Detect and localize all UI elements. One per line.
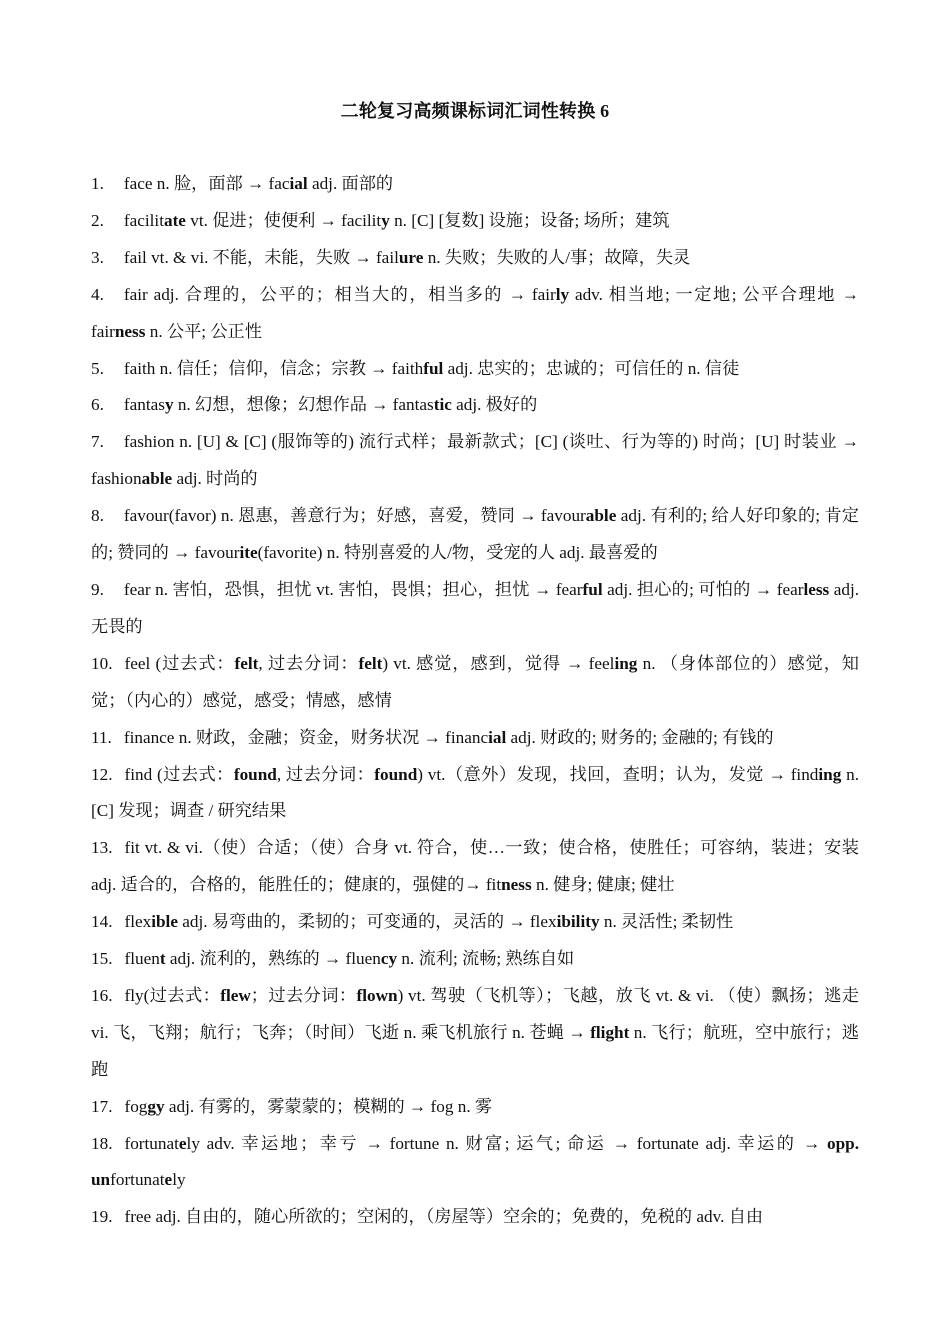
bold-suffix: ing	[818, 764, 842, 784]
text-segment: adj. 忠实的；忠诚的；可信任的 n. 信徒	[443, 358, 740, 378]
entry-number: 9.	[91, 579, 104, 599]
bold-suffix: able	[141, 469, 173, 489]
text-segment: n. [C] 发现；调查 / 研究结果	[91, 764, 859, 821]
text-segment: adj. 财政的; 财务的; 金融的; 有钱的	[506, 727, 774, 747]
text-segment: adj. 流利的，熟练的 → fluen	[165, 949, 381, 969]
text-segment: n. （身体部位的）感觉，知觉；（内心的）感觉，感受；情感，感情	[91, 653, 859, 710]
text-segment: n. 幻想，想像；幻想作品 → fantas	[173, 395, 434, 415]
text-segment: , 过去分词：	[258, 653, 359, 673]
vocab-entry	[91, 203, 859, 240]
text-segment: adj. 面部的	[307, 174, 394, 193]
entry-number: 12.	[91, 764, 113, 784]
vocab-entry	[91, 757, 859, 831]
entry-number: 17.	[91, 1096, 113, 1116]
entry-text	[91, 654, 859, 710]
vocab-entry	[91, 720, 859, 757]
entry-text	[124, 912, 733, 931]
text-segment: (favorite) n. 特别喜爱的人/物，受宠的人 adj. 最喜爱的	[257, 543, 658, 563]
entry-number: 11.	[91, 727, 112, 747]
vocab-entry	[91, 387, 859, 424]
entry-text	[124, 1207, 763, 1226]
text-segment: ) vt. 驾驶（飞机等）；飞越，放飞 vt. & vi. （使）飘扬；逃走 vi. 飞，飞翔；航行；飞奔；（时间）飞逝 n. 乘飞机旅行 n. 苍蝇 →	[91, 985, 859, 1042]
entry-number: 14.	[91, 912, 113, 932]
text-segment: find (过去式：	[124, 764, 234, 784]
bold-suffix: e	[178, 1133, 187, 1153]
bold-suffix: e	[164, 1170, 173, 1190]
bold-suffix: less	[803, 579, 830, 599]
entry-number: 19.	[91, 1207, 113, 1227]
entry-text	[124, 728, 774, 747]
text-segment: vt. 促进；使便利 → facilit	[185, 210, 382, 230]
bold-suffix: felt	[234, 653, 259, 673]
text-segment: facilit	[123, 210, 164, 230]
bold-suffix: found	[233, 764, 277, 784]
text-segment: fail vt. & vi. 不能，未能，失败 → fail	[123, 247, 399, 267]
bold-suffix: y	[381, 210, 390, 230]
vocab-entry	[91, 1126, 859, 1200]
entry-number: 10.	[91, 653, 113, 673]
text-segment: ；过去分词：	[250, 985, 357, 1005]
text-segment: fair adj. 合理的，公平的；相当大的，相当多的 → fair	[123, 284, 556, 304]
text-segment: ly adv. 幸运地；幸亏 → fortune n. 财富; 运气; 命运 → fortunate adj. 幸运的 →	[186, 1133, 827, 1153]
text-segment: feel (过去式：	[124, 653, 235, 673]
text-segment: favour(favor) n. 恩惠，善意行为；好感，喜爱，赞同 → favour	[123, 506, 586, 526]
entry-number: 6.	[91, 395, 104, 415]
vocab-entry	[91, 1199, 859, 1236]
entry-number: 1.	[91, 174, 104, 193]
bold-suffix: ible	[151, 912, 178, 932]
text-segment: fortunat	[124, 1133, 179, 1153]
bold-suffix: ful	[582, 579, 603, 599]
entry-text	[91, 1134, 859, 1190]
bold-suffix: ness	[501, 875, 532, 895]
page-title: 二轮复习高频课标词汇词性转换 6	[340, 101, 610, 121]
bold-suffix: gy	[147, 1096, 165, 1116]
text-segment: n. 流利; 流畅; 熟练自如	[397, 949, 575, 969]
text-segment: ly	[172, 1170, 186, 1190]
text-segment: finance n. 财政，金融；资金，财务状况 → financ	[123, 727, 489, 747]
entry-number: 13.	[91, 838, 113, 858]
bold-suffix: t	[159, 949, 166, 969]
vocab-entry	[91, 978, 859, 1089]
text-segment: faith n. 信任；信仰，信念；宗教 → faith	[123, 358, 424, 378]
vocab-entry	[91, 941, 859, 978]
text-segment: flex	[124, 912, 152, 932]
entry-text	[124, 174, 393, 193]
entry-number: 2.	[91, 210, 104, 230]
vocab-entry	[91, 498, 859, 572]
text-segment: , 过去分词：	[276, 764, 375, 784]
entry-text	[124, 359, 739, 378]
bold-suffix: ure	[398, 247, 424, 267]
text-segment: fly(过去式：	[124, 985, 221, 1005]
vocabulary-list	[91, 166, 859, 1236]
entry-text	[91, 506, 859, 562]
text-segment: adj. 有雾的，雾蒙蒙的；模糊的 → fog n. 雾	[164, 1096, 493, 1116]
text-segment: adj. 易弯曲的，柔韧的；可变通的，灵活的 → flex	[177, 912, 557, 932]
bold-suffix: ful	[423, 358, 444, 378]
entry-text	[91, 765, 859, 821]
bold-suffix: opp. un	[91, 1133, 859, 1190]
entry-text	[91, 285, 859, 341]
text-segment: fluen	[124, 949, 160, 969]
bold-suffix: ness	[114, 321, 146, 341]
bold-suffix: able	[585, 506, 617, 526]
entry-text	[91, 432, 859, 488]
bold-suffix: felt	[358, 653, 383, 673]
text-segment: fashion n. [U] & [C] (服饰等的) 流行式样；最新款式；[C] (谈吐、行为等的) 时尚；[U] 时装业 → fashion	[91, 432, 859, 489]
vocab-entry	[91, 904, 859, 941]
bold-suffix: flight	[590, 1022, 630, 1042]
entry-text	[91, 838, 859, 894]
bold-suffix: ibility	[556, 912, 600, 932]
entry-number: 7.	[91, 432, 104, 452]
text-segment: face n. 脸，面部 → fac	[123, 174, 290, 193]
vocab-entry	[91, 277, 859, 351]
vocab-entry	[91, 166, 859, 203]
entry-number: 8.	[91, 506, 104, 526]
bold-suffix: ial	[289, 174, 308, 193]
text-segment: fantas	[123, 395, 165, 415]
entry-text	[91, 986, 859, 1079]
text-segment: n. 灵活性; 柔韧性	[599, 912, 734, 932]
entry-text	[124, 248, 690, 267]
text-segment: fear n. 害怕，恐惧，担忧 vt. 害怕，畏惧；担心，担忧 → fear	[123, 579, 583, 599]
bold-suffix: ly	[555, 284, 570, 304]
entry-text	[124, 1097, 492, 1116]
text-segment: adv. 相当地; 一定地; 公平合理地 → fair	[91, 284, 859, 341]
entry-number: 4.	[91, 284, 104, 304]
text-segment: fortunat	[110, 1170, 165, 1190]
text-segment: n. 健身; 健康; 健壮	[531, 875, 675, 895]
vocab-entry	[91, 424, 859, 498]
entry-number: 15.	[91, 949, 113, 969]
entry-number: 18.	[91, 1133, 113, 1153]
entry-number: 3.	[91, 247, 104, 267]
text-segment: adj. 担心的; 可怕的 → fear	[602, 579, 804, 599]
entry-text	[124, 949, 574, 968]
vocab-entry	[91, 240, 859, 277]
bold-suffix: tic	[433, 395, 452, 415]
entry-text	[91, 580, 859, 636]
vocab-entry	[91, 1089, 859, 1126]
bold-suffix: found	[374, 764, 418, 784]
text-segment: n. 失败；失败的人/事；故障，失灵	[423, 247, 691, 267]
bold-suffix: cy	[380, 949, 398, 969]
bold-suffix: ite	[239, 543, 258, 563]
text-segment: free adj. 自由的，随心所欲的；空闲的，（房屋等）空余的；免费的，免税的 adv. 自由	[124, 1207, 764, 1227]
text-segment: fit vt. & vi.（使）合适；（使）合身 vt. 符合，使…一致；使合格，使胜任；可容纳，装进；安装 adj. 适合的，合格的，能胜任的；健康的，强健的→ fit	[91, 838, 859, 895]
bold-suffix: y	[164, 395, 174, 415]
text-segment: n. [C] [复数] 设施；设备; 场所；建筑	[389, 210, 670, 230]
bold-suffix: ial	[488, 727, 507, 747]
text-segment: fog	[124, 1096, 148, 1116]
vocab-entry	[91, 351, 859, 388]
text-segment: adj. 无畏的	[91, 579, 860, 636]
text-segment: ) vt.（意外）发现，找回，查明；认为，发觉 → find	[417, 764, 819, 784]
entry-text	[124, 211, 670, 230]
text-segment: n. 飞行；航班，空中旅行；逃跑	[91, 1022, 859, 1079]
entry-text	[124, 395, 537, 414]
bold-suffix: ing	[614, 653, 638, 673]
vocab-entry	[91, 646, 859, 720]
text-segment: adj. 极好的	[451, 395, 538, 415]
entry-number: 16.	[91, 985, 113, 1005]
vocab-entry	[91, 830, 859, 904]
bold-suffix: ate	[163, 210, 186, 230]
text-segment: n. 公平; 公正性	[145, 321, 262, 341]
text-segment: ) vt. 感觉，感到，觉得 → feel	[382, 653, 615, 673]
bold-suffix: flown	[356, 985, 398, 1005]
text-segment: adj. 时尚的	[172, 469, 258, 489]
entry-number: 5.	[91, 358, 104, 378]
bold-suffix: flew	[220, 985, 251, 1005]
text-segment: adj. 有利的; 给人好印象的; 肯定的; 赞同的 → favour	[91, 506, 859, 563]
vocab-entry	[91, 572, 859, 646]
